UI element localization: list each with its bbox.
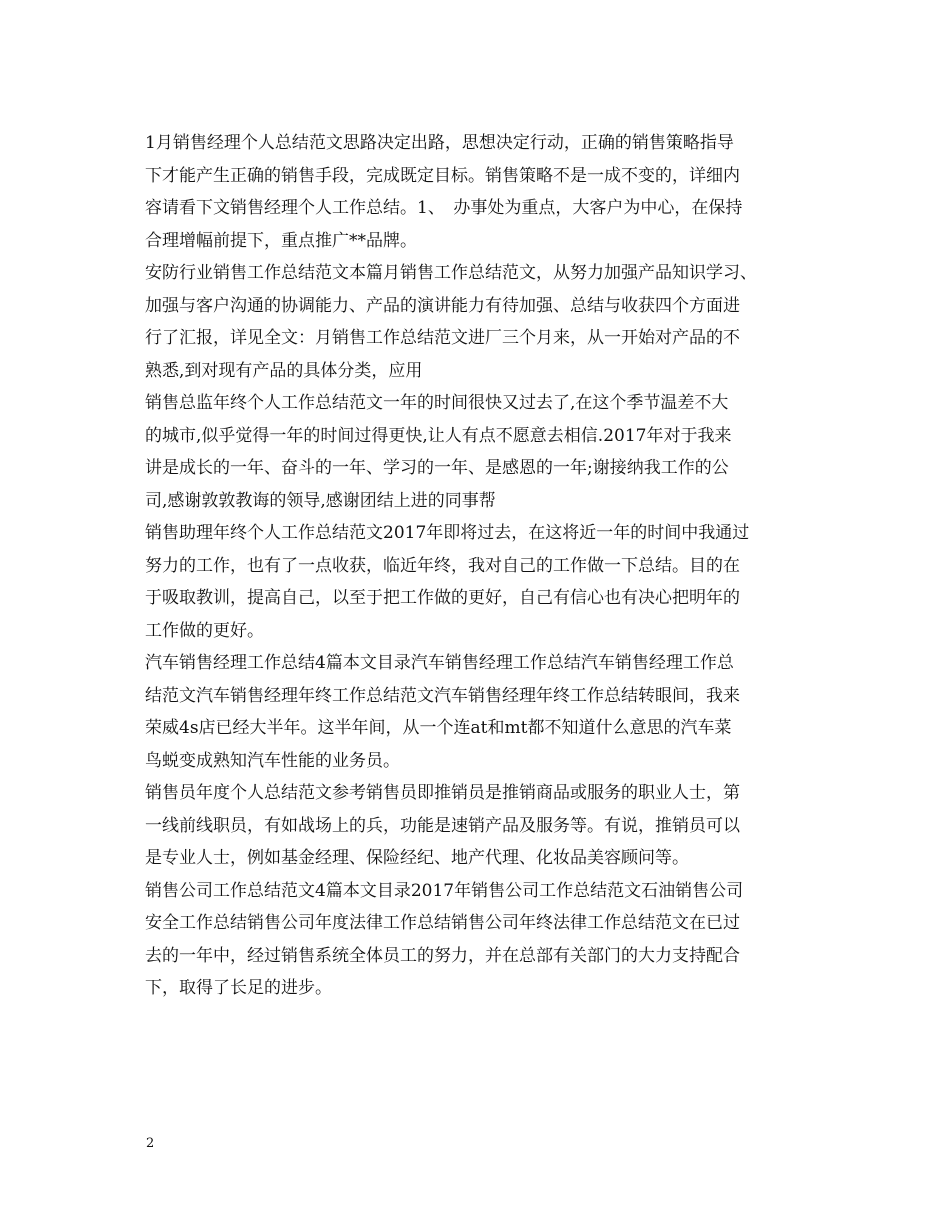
paragraph [145,647,815,777]
text-line: 下才能产生正确的销售手段，完成既定目标。销售策略不是一成不变的，详细内 [145,165,740,186]
paragraph [145,127,815,257]
text-line: 荣威4s店已经大半年。这半年间，从一个连at和mt都不知道什么意思的汽车菜 [145,718,732,738]
text-line: 讲是成长的一年、奋斗的一年、学习的一年、是感恩的一年;谢接纳我工作的公 [145,458,729,478]
text-line: 销售总监年终个人工作总结范文一年的时间很快又过去了,在这个季节温差不大 [145,393,729,413]
text-line: 工作做的更好。 [145,620,264,641]
page-number: 2 [146,1136,155,1151]
text-line: 销售公司工作总结范文4篇本文目录2017年销售公司工作总结范文石油销售公司 [145,880,744,901]
text-line: 行了汇报，详见全文：月销售工作总结范文进厂三个月来，从一开始对产品的不 [145,328,740,348]
text-line: 合理增幅前提下，重点推广**品牌。 [145,230,417,251]
text-line: 鸟蜕变成熟知汽车性能的业务员。 [145,750,400,771]
paragraph [145,387,815,517]
paragraph [145,875,815,1005]
text-line: 司,感谢敦敦教诲的领导,感谢团结上进的同事帮 [145,490,496,511]
text-line: 下，取得了长足的进步。 [145,978,332,998]
text-line: 加强与客户沟通的协调能力、产品的演讲能力有待加强、总结与收获四个方面进 [145,295,740,316]
text-line: 努力的工作，也有了一点收获，临近年终，我对自己的工作做一下总结。目的在 [145,555,740,576]
paragraph [145,257,815,387]
text-line: 安全工作总结销售公司年度法律工作总结销售公司年终法律工作总结范文在已过 [145,913,740,933]
text-line: 1月销售经理个人总结范文思路决定出路，思想决定行动，正确的销售策略指导 [145,133,734,153]
text-line: 于吸取教训，提高自己，以至于把工作做的更好，自己有信心也有决心把明年的 [145,588,740,608]
text-line: 销售员年度个人总结范文参考销售员即推销员是推销商品或服务的职业人士，第 [145,783,740,803]
text-line: 安防行业销售工作总结范文本篇月销售工作总结范文，从努力加强产品知识学习、 [145,263,757,283]
text-line: 结范文汽车销售经理年终工作总结范文汽车销售经理年终工作总结转眼间，我来 [145,685,740,706]
text-line: 的城市,似乎觉得一年的时间过得更快,让人有点不愿意去相信.2017年对于我来 [145,425,732,446]
text-line: 容请看下文销售经理个人工作总结。1、 办事处为重点，大客户为中心，在保持 [145,198,743,218]
text-line: 是专业人士，例如基金经理、保险经纪、地产代理、化妆品美容顾问等。 [145,848,689,868]
text-line: 汽车销售经理工作总结4篇本文目录汽车销售经理工作总结汽车销售经理工作总 [145,653,734,673]
text-line: 去的一年中，经过销售系统全体员工的努力，并在总部有关部门的大力支持配合 [145,945,740,966]
paragraph [145,517,815,647]
text-line: 一线前线职员，有如战场上的兵，功能是速销产品及服务等。有说，推销员可以 [145,815,740,836]
text-line: 熟悉,到对现有产品的具体分类，应用 [145,360,423,381]
paragraph [145,777,815,875]
text-line: 销售助理年终个人工作总结范文2017年即将过去，在这将近一年的时间中我通过 [145,523,750,543]
document-body [145,127,815,1005]
